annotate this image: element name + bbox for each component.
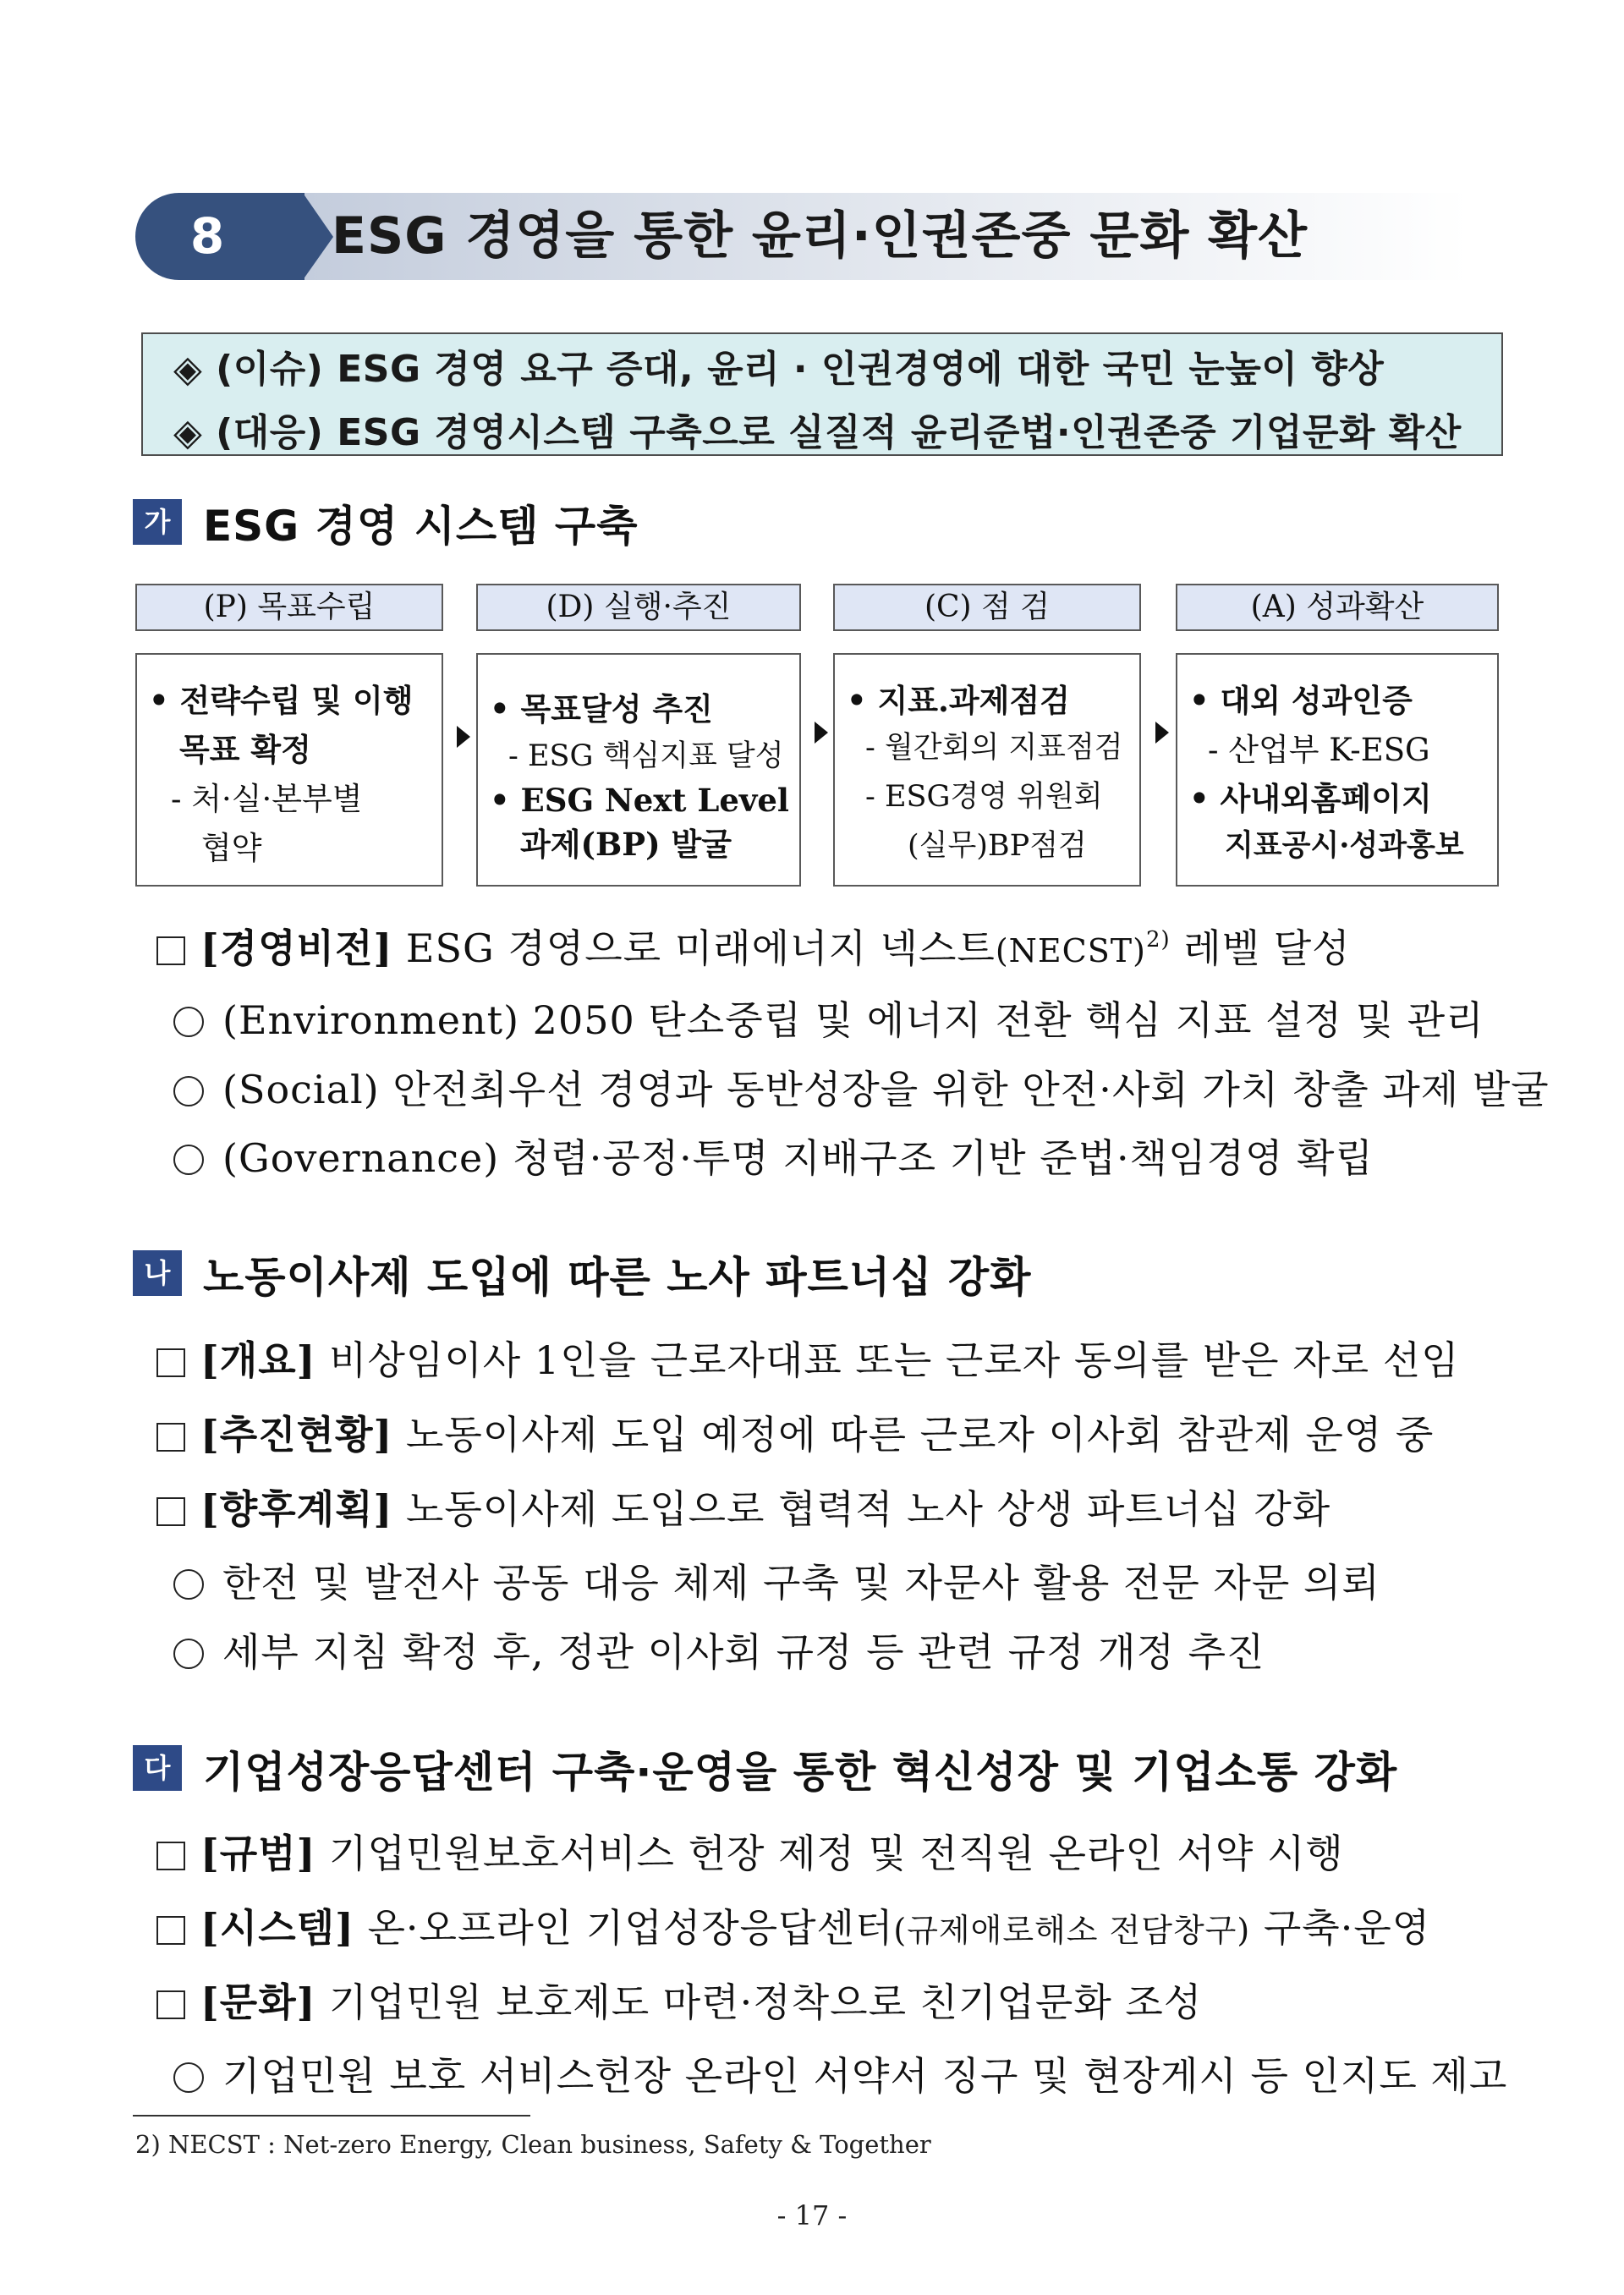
step-head-do: (D) 실행·추진 (476, 584, 801, 631)
step-body-plan (135, 653, 443, 887)
item-text: 온·오프라인 기업성장응답센터 (354, 1905, 894, 1951)
section-badge-arrow (303, 193, 333, 280)
checkbox-icon (156, 1348, 185, 1377)
step-head-check: (C) 점 검 (833, 584, 1141, 631)
issue-line: ◈ (이슈) ESG 경영 요구 증대, 윤리 · 인권경영에 대한 국민 눈높이 향상 (173, 348, 1385, 391)
item-text: 기업민원 보호제도 마련·정착으로 친기업문화 조성 (315, 1979, 1203, 2025)
checkbox-icon (156, 1497, 185, 1526)
bullet-text: (Environment) 2050 탄소중립 및 에너지 전환 핵심 지표 설정 및 관리 (222, 997, 1484, 1043)
circle-bullet-icon (173, 1639, 204, 1669)
step-body-act (1176, 653, 1499, 887)
subsection-title-a: ESG 경영 시스템 구축 (203, 502, 639, 551)
step-line: 지표공시·성과홍보 (1225, 828, 1464, 863)
progress-item (156, 1404, 1434, 1460)
step-line: 목표 확정 (179, 731, 311, 768)
step-line: 과제(BP) 발굴 (520, 826, 732, 863)
footnote-divider (133, 2115, 530, 2117)
section-number: 8 (189, 207, 225, 265)
page-number: - 17 - (776, 2199, 848, 2232)
bullet-text: 한전 및 발전사 공동 대응 체제 구축 및 자문사 활용 전문 자문 의뢰 (222, 1560, 1380, 1606)
bullet-item (173, 1128, 1374, 1183)
step-body-check (833, 653, 1141, 887)
step-line: • 목표달성 추진 (490, 690, 713, 727)
step-body-do (476, 653, 801, 887)
subsection-badge-b: 나 (133, 1250, 182, 1296)
vision-item (156, 918, 1351, 974)
bullet-text: (Governance) 청렴·공정·투명 지배구조 기반 준법·책임경영 확립 (222, 1135, 1374, 1181)
subsection-title-b: 노동이사제 도입에 따른 노사 파트너십 강화 (203, 1253, 1032, 1302)
circle-bullet-icon (173, 1076, 204, 1106)
checkbox-icon (156, 1423, 185, 1452)
plan-item (156, 1479, 1330, 1535)
item-label: [규범] (200, 1831, 316, 1876)
step-line: - ESG경영 위원회 (865, 780, 1103, 814)
arrow-right-icon (815, 722, 828, 744)
step-line: • 전략수립 및 이행 (149, 682, 414, 719)
checkbox-icon (156, 1990, 185, 2019)
item-tail: 레벨 달성 (1170, 925, 1351, 971)
bullet-text: 세부 지침 확정 후, 정관 이사회 규정 등 관련 규정 개정 추진 (222, 1629, 1265, 1675)
item-label: [개요] (200, 1337, 316, 1383)
step-line: - 처·실·본부별 (171, 781, 363, 817)
item-note: (규제애로해소 전담창구) (893, 1912, 1251, 1949)
step-line: (실무)BP점검 (908, 829, 1087, 863)
checkbox-icon (156, 1842, 185, 1870)
item-label: [시스템] (200, 1905, 354, 1951)
step-line: • 지표.과제점검 (847, 682, 1070, 719)
step-line: - ESG 핵심지표 달성 (508, 739, 784, 773)
item-label: [경영비전] (200, 925, 393, 971)
item-text: 기업민원보호서비스 헌장 제정 및 전직원 온라인 서약 시행 (315, 1831, 1344, 1876)
circle-bullet-icon (173, 2062, 204, 2093)
step-line: 협약 (201, 830, 262, 866)
bullet-item (173, 1059, 1550, 1115)
circle-bullet-icon (173, 1569, 204, 1600)
system-item (156, 1897, 1430, 1953)
subsection-title-c: 기업성장응답센터 구축·운영을 통한 혁신성장 및 기업소통 강화 (203, 1748, 1398, 1797)
item-label: [향후계획] (200, 1486, 393, 1532)
overview-item (156, 1330, 1460, 1386)
item-text: 노동이사제 도입 예정에 따른 근로자 이사회 참관제 운영 중 (392, 1412, 1435, 1458)
culture-item (156, 1972, 1202, 2028)
item-text: 노동이사제 도입으로 협력적 노사 상생 파트너십 강화 (392, 1486, 1331, 1532)
step-line: • 대외 성과인증 (1189, 682, 1413, 719)
bullet-text: (Social) 안전최우선 경영과 동반성장을 위한 안전·사회 가치 창출 과제 발굴 (222, 1067, 1550, 1112)
norm-item (156, 1823, 1344, 1879)
item-text: ESG 경영으로 미래에너지 넥스트 (392, 925, 996, 971)
abbr-text: (NECST) (995, 932, 1146, 969)
checkbox-icon (156, 936, 185, 965)
item-text: 비상임이사 1인을 근로자대표 또는 근로자 동의를 받은 자로 선임 (315, 1337, 1460, 1383)
arrow-right-icon (457, 726, 470, 748)
bullet-item (173, 2045, 1507, 2101)
item-label: [추진현황] (200, 1412, 393, 1458)
subsection-badge-a: 가 (133, 499, 182, 545)
step-line: - 산업부 K-ESG (1208, 732, 1430, 768)
bullet-text: 기업민원 보호 서비스헌장 온라인 서약서 징구 및 현장게시 등 인지도 제고 (222, 2053, 1508, 2099)
arrow-right-icon (1155, 722, 1169, 744)
circle-bullet-icon (173, 1007, 204, 1037)
step-line: - 월간회의 지표점검 (865, 731, 1123, 765)
bullet-item (173, 1622, 1265, 1677)
checkbox-icon (156, 1916, 185, 1945)
section-title: ESG 경영을 통한 윤리·인권존중 문화 확산 (332, 206, 1309, 266)
item-tail: 구축·운영 (1250, 1905, 1431, 1951)
footnote: 2) NECST : Net-zero Energy, Clean business, Safety & Together (135, 2130, 931, 2159)
step-head-plan: (P) 목표수립 (135, 584, 443, 631)
step-head-act: (A) 성과확산 (1176, 584, 1499, 631)
step-line: • 사내외홈페이지 (1189, 780, 1432, 817)
footnote-ref: 2) (1145, 927, 1171, 953)
circle-bullet-icon (173, 1145, 204, 1175)
item-label: [문화] (200, 1979, 316, 2025)
subsection-badge-c: 다 (133, 1745, 182, 1791)
step-line: • ESG Next Level (490, 782, 789, 819)
bullet-item (173, 990, 1484, 1046)
response-line: ◈ (대응) ESG 경영시스템 구축으로 실질적 윤리준법·인권존중 기업문화 확산 (173, 411, 1462, 454)
bullet-item (173, 1552, 1380, 1608)
